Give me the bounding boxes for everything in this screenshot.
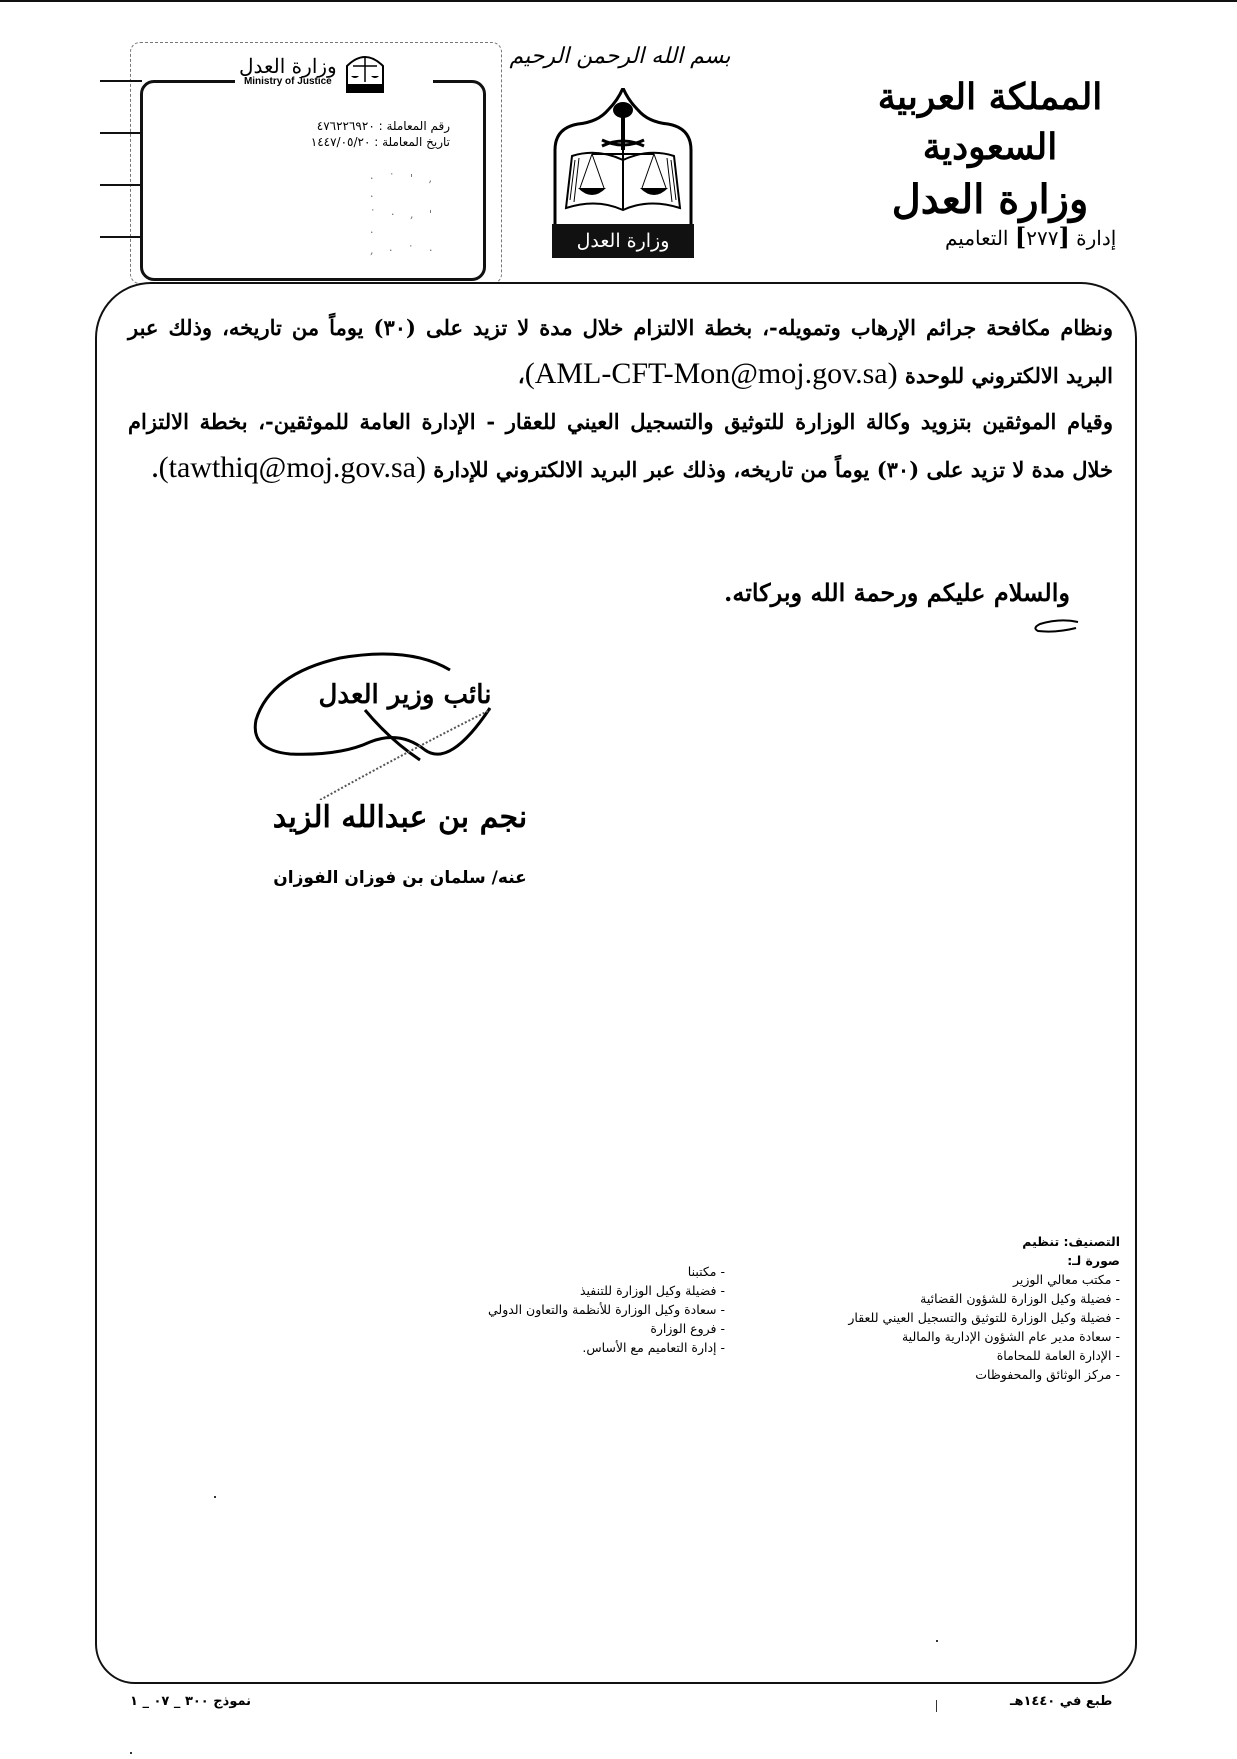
list-item: - مركز الوثائق والمحفوظات xyxy=(975,1367,1120,1382)
aml-unit-email: (AML-CFT-Mon@moj.gov.sa) xyxy=(524,357,898,390)
signatory-name: نجم بن عبدالله الزيد xyxy=(272,800,528,835)
signature-block xyxy=(250,650,580,910)
list-item: - فضيلة وكيل الوزارة للتوثيق والتسجيل العيني للعقار xyxy=(848,1310,1120,1325)
list-item: - إدارة التعاميم مع الأساس. xyxy=(582,1340,725,1355)
ministry-emblem-icon xyxy=(343,50,387,94)
paragraph-2-text: وقيام الموثقين بتزويد وكالة الوزارة للتوثيق والتسجيل العيني للعقار - الإدارة العامة للموثقين-، بخطة الالتزام خلال مدة لا تزيد على (٣٠) يوماً من تاريخه، وذلك عبر البريد الالكتروني للإدارة xyxy=(128,409,1113,482)
paragraph-1-text: ونظام مكافحة جرائم الإرهاب وتمويله-، بخطة الالتزام خلال مدة لا تزيد على (٣٠) يوماً من تاريخه، وذلك عبر البريد الالكتروني للوحدة xyxy=(128,315,1113,388)
scan-artifact xyxy=(130,1752,132,1754)
handwritten-signature-icon xyxy=(250,650,550,800)
transaction-date-value: ١٤٤٧/٠٥/٢٠ xyxy=(310,135,371,149)
department-bracket-open: [ xyxy=(1058,222,1070,251)
list-item: - سعادة مدير عام الشؤون الإدارية والمالية xyxy=(901,1329,1120,1344)
scan-artifact xyxy=(214,1496,216,1498)
distribution-left xyxy=(455,1262,725,1357)
list-item: - الإدارة العامة للمحاماة xyxy=(996,1348,1120,1363)
paragraph-2-end: . xyxy=(151,457,159,482)
list-item: - مكتب معالي الوزير xyxy=(1013,1272,1120,1287)
paragraph-1-end: ، xyxy=(517,363,525,388)
closing-salutation: والسلام عليكم ورحمة الله وبركاته. xyxy=(723,578,1070,607)
body-paragraph-1 xyxy=(128,305,1113,399)
transaction-date-row xyxy=(170,134,450,150)
letter-body xyxy=(128,305,1113,493)
scan-top-rule xyxy=(0,0,1237,2)
list-item: - فضيلة وكيل الوزارة للشؤون القضائية xyxy=(920,1291,1120,1306)
tawthiq-email: (tawthiq@moj.gov.sa) xyxy=(158,451,426,484)
distribution-right xyxy=(770,1232,1120,1384)
department-line xyxy=(945,222,1116,251)
list-item: - فضيلة وكيل الوزارة للتنفيذ xyxy=(579,1283,725,1298)
scan-artifact xyxy=(936,1640,938,1642)
letterhead-title xyxy=(840,72,1140,228)
stamp-logo xyxy=(235,46,433,98)
scan-artifact xyxy=(936,1700,937,1712)
department-bracket-close: ] xyxy=(1014,222,1027,251)
ministry-crest xyxy=(552,88,694,258)
kingdom-name: المملكة العربية السعودية xyxy=(877,76,1103,168)
print-year: طبع في ١٤٤٠هـ xyxy=(1010,1694,1113,1709)
basmala: بسم الله الرحمن الرحيم xyxy=(509,44,731,69)
classification: التصنيف: تنظيم xyxy=(1022,1234,1120,1249)
initials-mark-icon xyxy=(1030,618,1080,634)
department-prefix: إدارة xyxy=(1076,226,1117,250)
crest-label: وزارة العدل xyxy=(552,224,694,258)
copy-to-label: صورة لـ: xyxy=(1067,1253,1120,1268)
transaction-number-label: رقم المعاملة : xyxy=(378,119,450,133)
list-item: - فروع الوزارة xyxy=(650,1321,725,1336)
body-paragraph-2 xyxy=(128,399,1113,493)
signed-on-behalf: عنه/ سلمان بن فوزان الفوزان xyxy=(273,868,527,888)
stamp-margin-ticks xyxy=(100,80,142,250)
transaction-number-value: ٤٧٦٢٢٦٩٢٠ xyxy=(316,119,375,133)
signatory-title: نائب وزير العدل xyxy=(318,680,492,710)
stamp-logo-english: Ministry of Justice xyxy=(243,76,332,87)
form-number: نموذج ٣٠٠ _ ٠٧ _ ١ xyxy=(130,1694,252,1709)
stamp-faded-marks: · ˙ ' , · ˙ · , ' · , · ˙ · xyxy=(370,172,439,257)
department-code: ٢٧٧ xyxy=(1026,226,1059,250)
scales-of-justice-icon xyxy=(552,88,694,228)
transaction-number-row xyxy=(170,118,450,134)
department-suffix: التعاميم xyxy=(945,226,1009,250)
stamp-logo-arabic: وزارة العدل xyxy=(239,54,337,78)
stamp-details xyxy=(170,118,450,150)
list-item: - سعادة وكيل الوزارة للأنظمة والتعاون الدولي xyxy=(487,1302,725,1317)
transaction-date-label: تاريخ المعاملة : xyxy=(374,135,450,149)
ministry-name: وزارة العدل xyxy=(891,176,1089,223)
list-item: - مكتبنا xyxy=(687,1264,725,1279)
